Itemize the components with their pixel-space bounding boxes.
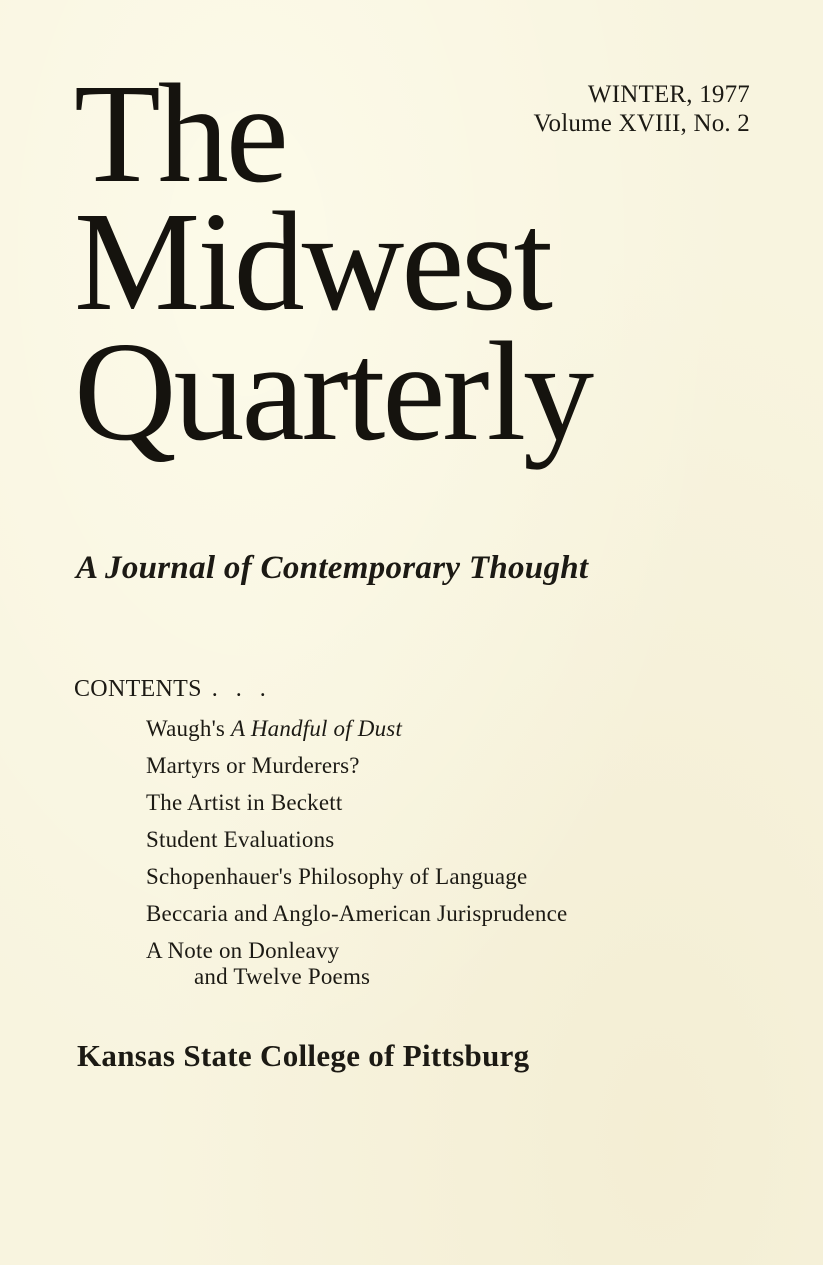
issue-volume: Volume XVIII, No. 2 <box>533 110 750 137</box>
publisher-name: Kansas State College of Pittsburg <box>77 1038 530 1073</box>
contents-item: Beccaria and Anglo-American Jurisprudence <box>146 901 568 926</box>
issue-season: WINTER, 1977 <box>587 81 750 108</box>
contents-item-italic-title: A Handful of Dust <box>231 716 403 741</box>
contents-item-continuation: and Twelve Poems <box>194 964 371 989</box>
contents-heading <box>74 674 272 704</box>
contents-list <box>146 714 567 999</box>
contents-item <box>146 714 567 751</box>
contents-item: Student Evaluations <box>146 827 335 852</box>
contents-item: Martyrs or Murderers? <box>146 753 360 778</box>
contents-heading-dots: . . . <box>211 676 272 702</box>
title-line-the: The <box>74 54 286 212</box>
contents-item: A Note on Donleavy <box>146 938 340 963</box>
contents-heading-label: CONTENTS <box>74 676 202 702</box>
title-line-quarterly: Quarterly <box>74 312 592 470</box>
contents-item: Schopenhauer's Philosophy of Language <box>146 864 528 889</box>
journal-subtitle: A Journal of Contemporary Thought <box>76 550 589 586</box>
contents-item-prefix: Waugh's <box>146 716 232 741</box>
contents-item: The Artist in Beckett <box>146 790 343 815</box>
issue-info <box>533 80 750 138</box>
title-line-midwest: Midwest <box>74 182 550 340</box>
